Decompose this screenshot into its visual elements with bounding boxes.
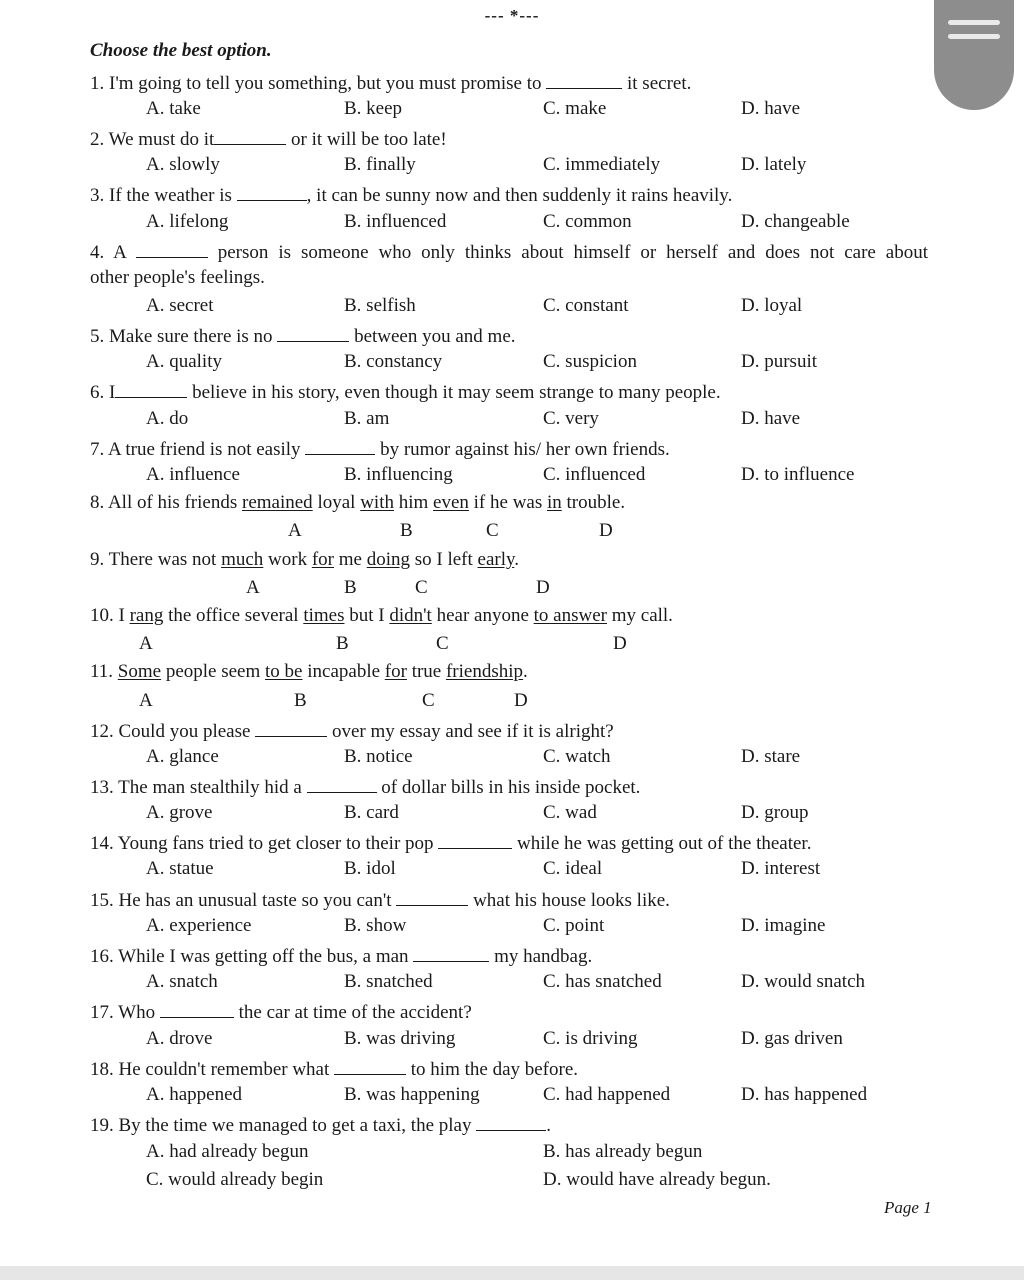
option-b: B. was driving: [344, 1028, 456, 1049]
option-c: C. immediately: [543, 154, 661, 175]
option-b: B. finally: [344, 154, 416, 175]
question-4-continued: other people's feelings.: [90, 267, 265, 288]
option-b: B. card: [344, 802, 399, 823]
option-d: D. group: [741, 802, 809, 823]
option-d: D. have: [741, 98, 801, 119]
option-c: C. very: [543, 408, 599, 429]
option-c: C. is driving: [543, 1028, 638, 1049]
option-c: C. had happened: [543, 1084, 671, 1105]
option-c: C. wad: [543, 802, 597, 823]
option-a: A. glance: [146, 746, 219, 767]
option-d: D. would have already begun.: [543, 1169, 771, 1190]
answer-blank: [334, 1056, 406, 1075]
menu-icon-bar: [948, 34, 1000, 39]
error-label-a: A: [139, 633, 153, 654]
answer-blank: [255, 718, 327, 737]
answer-blank: [546, 70, 622, 89]
option-a: A. statue: [146, 858, 214, 879]
error-label-d: D: [536, 577, 550, 598]
error-label-b: B: [344, 577, 357, 598]
option-a: A. slowly: [146, 154, 220, 175]
answer-blank: [115, 379, 187, 398]
option-b: B. was happening: [344, 1084, 480, 1105]
error-label-d: D: [613, 633, 627, 654]
option-d: D. pursuit: [741, 351, 817, 372]
answer-blank: [396, 887, 468, 906]
option-b: B. keep: [344, 98, 403, 119]
question-4: 4. A person is someone who only thinks about himself or herself and does not care about: [90, 239, 928, 264]
option-d: D. imagine: [741, 915, 826, 936]
error-label-d: D: [599, 520, 613, 541]
question-9: 9. There was not much work for me doing so I left early.: [90, 549, 520, 570]
option-a: A. quality: [146, 351, 222, 372]
error-label-d: D: [514, 690, 528, 711]
option-d: D. lately: [741, 154, 807, 175]
error-label-a: A: [246, 577, 260, 598]
option-b: B. snatched: [344, 971, 433, 992]
option-d: D. has happened: [741, 1084, 868, 1105]
error-label-b: B: [336, 633, 349, 654]
option-a: A. drove: [146, 1028, 213, 1049]
answer-blank: [214, 126, 286, 145]
option-d: D. interest: [741, 858, 821, 879]
option-a: A. experience: [146, 915, 252, 936]
option-c: C. point: [543, 915, 605, 936]
option-c: C. influenced: [543, 464, 646, 485]
option-d: D. to influence: [741, 464, 855, 485]
option-c: C. ideal: [543, 858, 603, 879]
option-a: A. take: [146, 98, 201, 119]
question-5: 5. Make sure there is no between you and me.: [90, 323, 516, 348]
option-d: D. loyal: [741, 295, 803, 316]
option-b: B. influenced: [344, 211, 447, 232]
option-d: D. changeable: [741, 211, 850, 232]
option-a: A. snatch: [146, 971, 218, 992]
option-b: B. has already begun: [543, 1141, 703, 1162]
question-1: 1. I'm going to tell you something, but you must promise to it secret.: [90, 70, 691, 95]
error-label-c: C: [415, 577, 428, 598]
answer-blank: [277, 323, 349, 342]
error-label-c: C: [486, 520, 499, 541]
option-b: B. notice: [344, 746, 413, 767]
answer-blank: [305, 436, 375, 455]
question-13: 13. The man stealthily hid a of dollar bills in his inside pocket.: [90, 774, 640, 799]
instruction-heading: Choose the best option.: [90, 40, 272, 61]
answer-blank: [237, 182, 307, 201]
option-d: D. have: [741, 408, 801, 429]
question-11: 11. Some people seem to be incapable for true friendship.: [90, 661, 528, 682]
top-mark: --- *---: [484, 6, 540, 25]
question-6: 6. I believe in his story, even though it may seem strange to many people.: [90, 379, 721, 404]
answer-blank: [160, 999, 234, 1018]
option-c: C. would already begin: [146, 1169, 324, 1190]
question-8: 8. All of his friends remained loyal with him even if he was in trouble.: [90, 492, 626, 513]
answer-blank: [136, 239, 208, 258]
bottom-scroll-band: [0, 1266, 1024, 1280]
option-b: B. constancy: [344, 351, 443, 372]
option-c: C. watch: [543, 746, 611, 767]
question-19: 19. By the time we managed to get a taxi, the play .: [90, 1112, 551, 1137]
question-18: 18. He couldn't remember what to him the day before.: [90, 1056, 578, 1081]
option-c: C. constant: [543, 295, 629, 316]
error-label-b: B: [400, 520, 413, 541]
option-a: A. happened: [146, 1084, 243, 1105]
page-number: Page 1: [884, 1198, 932, 1217]
option-a: A. grove: [146, 802, 213, 823]
question-12: 12. Could you please over my essay and see if it is alright?: [90, 718, 614, 743]
option-b: B. show: [344, 915, 407, 936]
option-d: D. stare: [741, 746, 801, 767]
question-15: 15. He has an unusual taste so you can't what his house looks like.: [90, 887, 670, 912]
option-a: A. lifelong: [146, 211, 229, 232]
question-2: 2. We must do it or it will be too late!: [90, 126, 447, 151]
option-b: B. idol: [344, 858, 396, 879]
option-b: B. selfish: [344, 295, 416, 316]
option-a: A. had already begun: [146, 1141, 309, 1162]
option-c: C. has snatched: [543, 971, 662, 992]
option-c: C. suspicion: [543, 351, 637, 372]
question-16: 16. While I was getting off the bus, a man my handbag.: [90, 943, 592, 968]
option-b: B. influencing: [344, 464, 453, 485]
answer-blank: [413, 943, 489, 962]
error-label-c: C: [422, 690, 435, 711]
menu-button[interactable]: [934, 0, 1014, 110]
error-label-c: C: [436, 633, 449, 654]
answer-blank: [476, 1112, 546, 1131]
option-c: C. make: [543, 98, 607, 119]
menu-icon: [948, 20, 1000, 25]
error-label-a: A: [288, 520, 302, 541]
option-b: B. am: [344, 408, 390, 429]
option-d: D. gas driven: [741, 1028, 843, 1049]
option-c: C. common: [543, 211, 632, 232]
option-a: A. influence: [146, 464, 240, 485]
question-17: 17. Who the car at time of the accident?: [90, 999, 472, 1024]
answer-blank: [307, 774, 377, 793]
option-d: D. would snatch: [741, 971, 866, 992]
option-a: A. secret: [146, 295, 214, 316]
error-label-b: B: [294, 690, 307, 711]
question-7: 7. A true friend is not easily by rumor against his/ her own friends.: [90, 436, 670, 461]
question-14: 14. Young fans tried to get closer to their pop while he was getting out of the theater.: [90, 830, 811, 855]
option-a: A. do: [146, 408, 189, 429]
question-3: 3. If the weather is , it can be sunny now and then suddenly it rains heavily.: [90, 182, 732, 207]
answer-blank: [438, 830, 512, 849]
error-label-a: A: [139, 690, 153, 711]
question-10: 10. I rang the office several times but I didn't hear anyone to answer my call.: [90, 605, 673, 626]
